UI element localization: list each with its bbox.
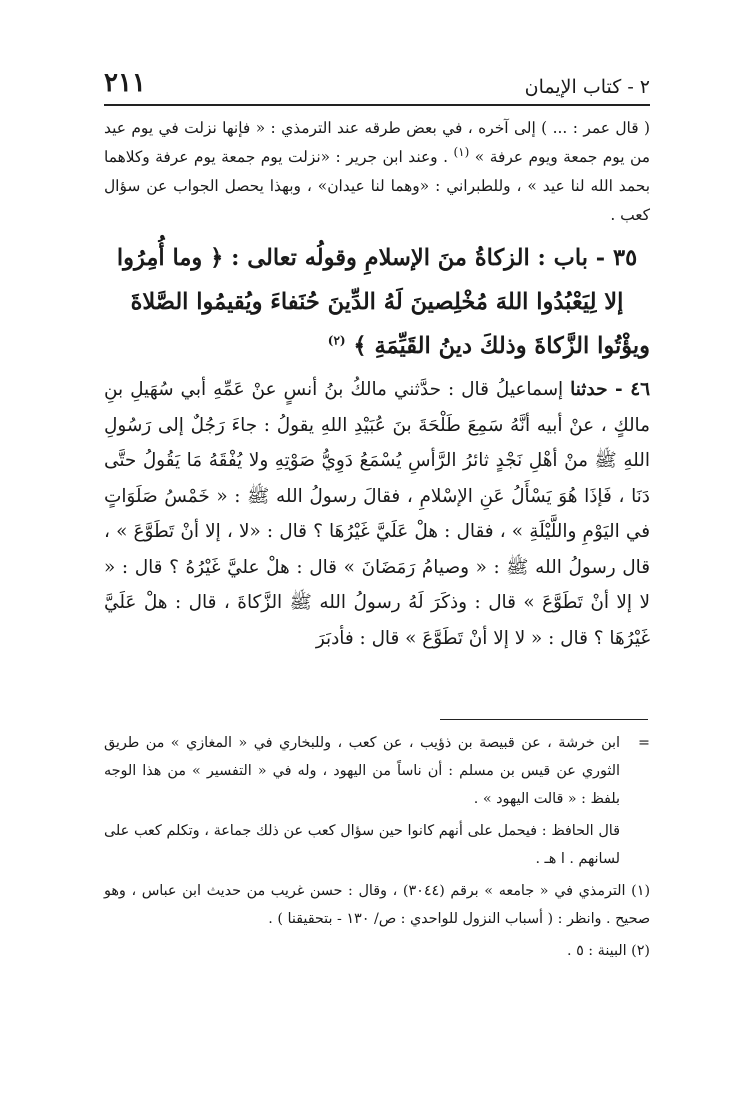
footnote-ref-1: (١) [453,144,470,159]
chapter-heading [104,236,650,368]
intro-text: ( قال عمر : ... ) إلى آخره ، في بعض طرقه عند الترمذي : « فإنها نزلت في يوم عيد من يوم جمعة ويوم عرفة » [104,119,650,166]
hadith-number: ٤٦ - حدثنا [570,379,650,400]
footnote-text: قال الحافظ : فيحمل على أنهم كانوا حين سؤال كعب عن ذلك جماعة ، وتكلم كعب على لسانهم . ا هـ . [104,823,620,867]
footnote-mark: = [638,735,650,751]
main-text [104,114,650,656]
intro-paragraph [104,114,650,230]
footnote-1 [104,877,650,933]
footnote-ref-2: (٢) [327,333,346,348]
footnote-text: البينة : ٥ . [566,943,627,959]
footnote-text: الترمذي في « جامعه » برقم (٣٠٤٤) ، وقال : حسن غريب من حديث ابن عباس ، وهو صحيح . وانظر : ( أسباب النزول للواحدي : ص/ ١٣٠ - بتحقيقنا ) . [104,883,650,927]
chapter-heading-text: ٣٥ - باب : الزكاةُ منَ الإسلامِ وقولُه تعالى : ﴿ وما أُمِرُوا إلا لِيَعْبُدُوا اللهَ مُخْلِصينَ لَهُ الدِّينَ حُنَفاءَ ويُقيمُوا الصَّلاةَ ويؤْتُوا الزَّكاةَ وذلكَ دينُ القَيِّمَةِ ﴾ [116,245,650,359]
footnote-continued [104,729,650,813]
footnote-mark: (١) [631,883,651,899]
footnote-text: ابن خرشة ، عن قبيصة بن ذؤيب ، عن كعب ، وللبخاري في « المغازي » من طريق الثوري عن قيس بن مسلم : أن ناساً من اليهود ، وله في « التفسير » من هذا الوجه بلفظ : « قالت اليهود » . [104,735,620,807]
hadith-paragraph [104,372,650,656]
header-divider [104,104,650,106]
footnote-quote [104,817,650,873]
footnotes [104,729,650,969]
footnote-divider [440,719,648,720]
footnote-2 [104,937,650,965]
running-title: ٢ - كتاب الإيمان [524,76,650,98]
page-header [104,62,650,102]
hadith-text: إسماعيلُ قال : حدَّثني مالكُ بنُ أنسٍ عنْ عَمِّهِ أبي سُهَيلِ بنِ مالكٍ ، عنْ أبيه أنَّهُ سَمِعَ طَلْحَةَ بنَ عُبَيْدِ اللهِ يقولُ : جاءَ رَجُلٌ إلى رَسُولِ اللهِ ﷺ منْ أهْلِ نَجْدٍ ثائرُ الرَّأسِ يُسْمَعُ دَوِيُّ صَوْتِهِ ولا يُفْقَهُ مَا يَقُولُ حتَّى دَنَا ، فَإذَا هُوَ يَسْأَلُ عَنِ الإسْلامِ ، فقالَ رسولُ الله ﷺ : « خَمْسُ صَلَوَاتٍ في اليَوْمِ واللَّيْلَةِ » ، فقال : هلْ عَلَيَّ غَيْرُهَا ؟ قال : «لا ، إلا أنْ تَطَوَّعَ » ، قال رسولُ الله ﷺ : « وصيامُ رَمَضَانَ » قال : هلْ عليَّ غَيْرُهُ ؟ قال : « لا إلا أنْ تَطَوَّعَ » قال : وذكَرَ لَهُ رسولُ الله ﷺ الزَّكاةَ ، قال : هلْ عَلَيَّ غَيْرُهَا ؟ قال : « لا إلا أنْ تَطَوَّعَ » قال : فأدبَرَ [104,379,650,649]
footnote-mark: (٢) [631,943,650,959]
intro-text-continued: . وعند ابن جرير : «نزلت يوم جمعة يوم عرفة وكلاهما بحمد الله لنا عيد » ، وللطبراني : «وهما لنا عيدان» ، وبهذا يحصل الجواب عن سؤال كعب . [104,148,650,224]
page-number: ٢١١ [104,68,146,98]
